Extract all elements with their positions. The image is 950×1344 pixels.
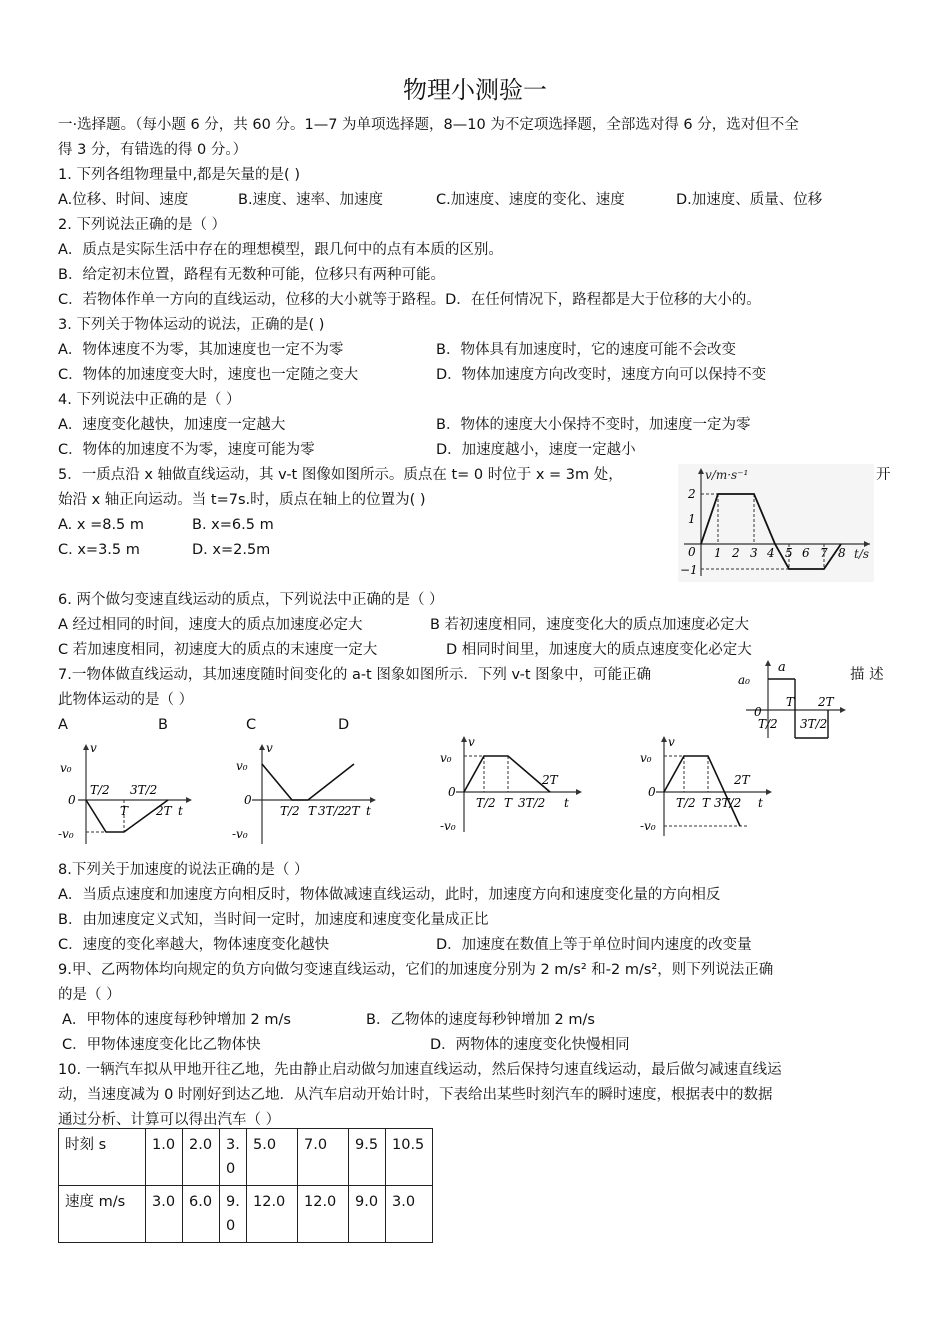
q5-xtick-6: 6 — [802, 546, 810, 560]
q7d-v0-label: v₀ — [640, 751, 652, 765]
q7-graph-b — [232, 742, 382, 846]
q7-at-graph — [738, 658, 850, 740]
q2-option-cd: C．若物体作单一方向的直线运动，位移的大小就等于路程。D．在任何情况下，路程都是大于位移的大小的。 — [58, 292, 761, 308]
q7b-2T: 2T — [344, 804, 360, 818]
table-cell: 3.0 — [220, 1129, 247, 1186]
table-cell: 12.0 — [247, 1186, 298, 1243]
q7a-half-T: T/2 — [90, 783, 110, 797]
q7a-zero-label: 0 — [68, 793, 76, 807]
q7-at-y-label: a — [778, 660, 786, 675]
q7b-v-label: v — [266, 742, 273, 755]
table-header-time: 时刻 s — [59, 1129, 146, 1186]
q7-option-c-label: C — [246, 717, 257, 733]
q5-stem-line-2: 始沿 x 轴正向运动。当 t=7s.时，质点在轴上的位置为( ) — [58, 492, 426, 508]
table-header-speed: 速度 m/s — [59, 1186, 146, 1243]
q3-option-b: B．物体具有加速度时，它的速度可能不会改变 — [436, 342, 736, 358]
q7-at-2T: 2T — [818, 695, 834, 709]
q7-option-d-label: D — [338, 717, 350, 733]
q5-xtick-2: 2 — [732, 546, 740, 560]
q1-stem: 1. 下列各组物理量中,都是矢量的是( ) — [58, 167, 300, 183]
q6-stem: 6. 两个做匀变速直线运动的质点，下列说法中正确的是（ ） — [58, 592, 444, 608]
q4-option-a: A．速度变化越快，加速度一定越大 — [58, 417, 286, 433]
table-cell: 3.0 — [386, 1186, 433, 1243]
q7c-v0-label: v₀ — [440, 751, 452, 765]
q9-stem-line-1: 9.甲、乙两物体均向规定的负方向做匀变速直线运动，它们的加速度分别为 2 m/s² 和-2 m/s²，则下列说法正确 — [58, 962, 774, 978]
q7a-T: T — [120, 804, 129, 818]
q7-graph-d — [640, 734, 780, 838]
q8-stem: 8.下列关于加速度的说法正确的是（ ） — [58, 862, 309, 878]
table-cell: 12.0 — [298, 1186, 349, 1243]
q7b-curve — [262, 764, 354, 800]
table-row-speed — [59, 1186, 433, 1243]
q2-option-a: A．质点是实际生活中存在的理想模型，跟几何中的点有本质的区别。 — [58, 242, 503, 258]
q3-stem: 3. 下列关于物体运动的说法，正确的是( ) — [58, 317, 325, 333]
q7-at-half-T: T/2 — [758, 717, 778, 731]
q7a-2T: 2T — [156, 804, 172, 818]
table-cell: 3.0 — [146, 1186, 183, 1243]
q5-xtick-5: 5 — [785, 546, 793, 560]
instructions-line-2: 得 3 分，有错选的得 0 分。） — [58, 142, 248, 158]
q7b-3half-T: 3T/2 — [318, 804, 346, 818]
q7a-3half-T: 3T/2 — [130, 783, 158, 797]
q7d-t-label: t — [758, 796, 763, 810]
q7a-v-label: v — [90, 742, 97, 755]
q7c-2T: 2T — [542, 773, 558, 787]
q3-option-c: C．物体的加速度变大时，速度也一定随之变大 — [58, 367, 359, 383]
q3-option-a: A．物体速度不为零，其加速度也一定不为零 — [58, 342, 344, 358]
q7-at-3half-T: 3T/2 — [800, 717, 828, 731]
q5-ytick-2: 2 — [688, 487, 696, 501]
q3-option-d: D．物体加速度方向改变时，速度方向可以保持不变 — [436, 367, 767, 383]
q4-option-c: C．物体的加速度不为零，速度可能为零 — [58, 442, 315, 458]
q5-ytick-neg1: −1 — [680, 563, 698, 577]
q7a-t-label: t — [178, 804, 183, 818]
q5-option-a: A. x =8.5 m — [58, 517, 145, 533]
q7-at-T: T — [786, 695, 795, 709]
q7-option-b-label: B — [158, 717, 168, 733]
instructions-line-1: 一·选择题。（每小题 6 分，共 60 分。1—7 为单项选择题，8—10 为不定项选择题，全部选对得 6 分，选对但不全 — [58, 117, 799, 133]
q5-xtick-3: 3 — [750, 546, 758, 560]
q7b-T: T — [308, 804, 317, 818]
q8-option-a: A．当质点速度和加速度方向相反时，物体做减速直线运动，此时，加速度方向和速度变化量的方向相反 — [58, 887, 721, 903]
table-cell: 6.0 — [183, 1186, 220, 1243]
q7-graph-a — [58, 742, 198, 846]
q7b-neg-v0-label: -v₀ — [232, 827, 248, 841]
q7c-T: T — [504, 796, 513, 810]
table-cell: 5.0 — [247, 1129, 298, 1186]
q7-at-zero: 0 — [754, 705, 762, 719]
q7c-half-T: T/2 — [476, 796, 496, 810]
q7c-v-label: v — [468, 735, 475, 749]
q7c-curve — [464, 756, 550, 792]
q4-stem: 4. 下列说法中正确的是（ ） — [58, 392, 241, 408]
table-cell: 2.0 — [183, 1129, 220, 1186]
q1-option-a: A.位移、时间、速度 — [58, 192, 189, 208]
q6-option-d: D 相同时间里，加速度大的质点速度变化必定大 — [446, 642, 752, 658]
q2-stem: 2. 下列说法正确的是（ ） — [58, 217, 227, 233]
q5-option-c: C. x=3.5 m — [58, 542, 140, 558]
table-cell: 1.0 — [146, 1129, 183, 1186]
q7d-3half-T: 3T/2 — [714, 796, 742, 810]
q7c-t-label: t — [564, 796, 569, 810]
q7d-T: T — [702, 796, 711, 810]
q7-at-a0: a₀ — [738, 673, 750, 687]
q10-stem-line-2: 动，当速度减为 0 时刚好到达乙地．从汽车启动开始计时，下表给出某些时刻汽车的瞬时速度，根据表中的数据 — [58, 1087, 773, 1103]
q7-graph-c — [440, 734, 590, 834]
q9-option-b: B．乙物体的速度每秒钟增加 2 m/s — [366, 1012, 595, 1028]
q7a-neg-v0-label: -v₀ — [58, 827, 74, 841]
q10-stem-line-1: 10. 一辆汽车拟从甲地开往乙地，先由静止启动做匀加速直线运动，然后保持匀速直线运动，最后做匀减速直线运 — [58, 1062, 782, 1078]
q1-option-c: C.加速度、速度的变化、速度 — [436, 192, 625, 208]
q2-option-b: B．给定初末位置，路程有无数种可能，位移只有两种可能。 — [58, 267, 445, 283]
q7c-zero-label: 0 — [448, 785, 456, 799]
q7c-3half-T: 3T/2 — [518, 796, 546, 810]
q7b-zero-label: 0 — [244, 793, 252, 807]
table-cell: 7.0 — [298, 1129, 349, 1186]
q6-option-c: C 若加速度相同，初速度大的质点的末速度一定大 — [58, 642, 378, 658]
q5-vt-graph — [678, 464, 874, 582]
table-cell: 10.5 — [386, 1129, 433, 1186]
q7b-v0-label: v₀ — [236, 759, 248, 773]
q7b-half-T: T/2 — [280, 804, 300, 818]
q1-option-d: D.加速度、质量、位移 — [676, 192, 823, 208]
q1-option-b: B.速度、速率、加速度 — [238, 192, 384, 208]
q7-stem-line-2: 此物体运动的是（ ） — [58, 692, 194, 708]
q5-option-d: D. x=2.5m — [192, 542, 271, 558]
q8-option-d: D．加速度在数值上等于单位时间内速度的改变量 — [436, 937, 752, 953]
q4-option-d: D．加速度越小，速度一定越小 — [436, 442, 636, 458]
q7d-curve — [664, 756, 740, 826]
q7d-zero-label: 0 — [648, 785, 656, 799]
q9-option-d: D．两物体的速度变化快慢相同 — [430, 1037, 630, 1053]
q9-option-a: A．甲物体的速度每秒钟增加 2 m/s — [62, 1012, 291, 1028]
q7a-v0-label: v₀ — [60, 761, 72, 775]
table-cell: 9.0 — [349, 1186, 386, 1243]
q5-xtick-1: 1 — [714, 546, 722, 560]
q7d-neg-v0-label: -v₀ — [640, 819, 656, 833]
q5-ytick-1: 1 — [688, 512, 696, 526]
q5-stem-line-1: 5．一质点沿 x 轴做直线运动，其 v-t 图像如图所示。质点在 t= 0 时位于 x = 3m 处， — [58, 467, 623, 483]
table-cell: 9.0 — [220, 1186, 247, 1243]
q7-stem-line-1: 7.一物体做直线运动，其加速度随时间变化的 a-t 图象如图所示．下列 v-t 图象中，可能正确 — [58, 667, 652, 683]
q8-option-c: C．速度的变化率越大，物体速度变化越快 — [58, 937, 330, 953]
q5-xtick-4: 4 — [767, 546, 775, 560]
q9-option-c: C．甲物体速度变化比乙物体快 — [62, 1037, 261, 1053]
q5-option-b: B. x=6.5 m — [192, 517, 274, 533]
q5-graph-x-label: t/s — [854, 547, 870, 561]
table-cell: 9.5 — [349, 1129, 386, 1186]
q7d-v-label: v — [668, 735, 675, 749]
q10-stem-line-3: 通过分析、计算可以得出汽车（ ） — [58, 1112, 281, 1128]
q6-option-a: A 经过相同的时间，速度大的质点加速度必定大 — [58, 617, 363, 633]
q7c-neg-v0-label: -v₀ — [440, 819, 456, 833]
q10-speed-table — [58, 1128, 433, 1243]
q5-xtick-7: 7 — [820, 546, 828, 560]
q5-ytick-0: 0 — [688, 545, 696, 559]
q7d-2T: 2T — [734, 773, 750, 787]
q9-stem-line-2: 的是（ ） — [58, 987, 121, 1003]
q5-xtick-8: 8 — [838, 546, 846, 560]
q6-option-b: B 若初速度相同，速度变化大的质点加速度必定大 — [430, 617, 750, 633]
q5-stem-continuation: 开 — [876, 467, 891, 483]
q7d-half-T: T/2 — [676, 796, 696, 810]
page-title: 物理小测验一 — [403, 76, 547, 104]
q8-option-b: B．由加速度定义式知，当时间一定时，加速度和速度变化量成正比 — [58, 912, 489, 928]
q7-stem-tail: 描 述 — [850, 667, 884, 683]
q4-option-b: B．物体的速度大小保持不变时，加速度一定为零 — [436, 417, 751, 433]
q7-option-a-label: A — [58, 717, 68, 733]
q5-graph-y-label: v/m·s⁻¹ — [705, 468, 749, 482]
q7b-t-label: t — [366, 804, 371, 818]
table-row-time — [59, 1129, 433, 1186]
